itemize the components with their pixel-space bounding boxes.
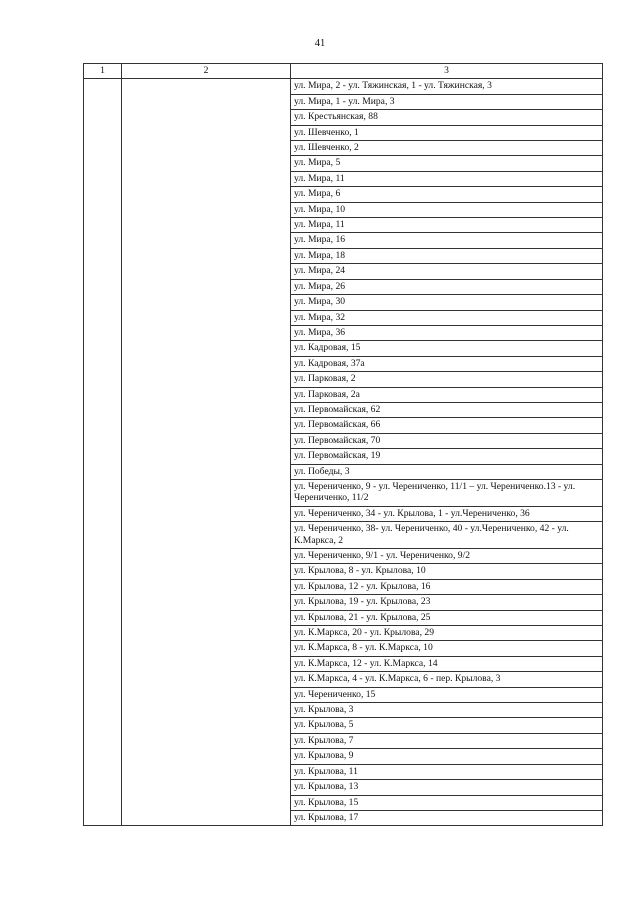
address-cell: ул. К.Маркса, 20 - ул. Крылова, 29: [291, 626, 603, 641]
address-cell: ул. К.Маркса, 12 - ул. К.Маркса, 14: [291, 656, 603, 671]
address-cell: ул. Мира, 11: [291, 218, 603, 233]
address-cell: ул. Крылова, 12 - ул. Крылова, 16: [291, 579, 603, 594]
address-cell: ул. Шевченко, 1: [291, 125, 603, 140]
address-cell: ул. Мира, 1 - ул. Мира, 3: [291, 94, 603, 109]
address-cell: ул. Крылова, 8 - ул. Крылова, 10: [291, 564, 603, 579]
address-cell: ул. Мира, 5: [291, 156, 603, 171]
address-cell: ул. Мира, 32: [291, 310, 603, 325]
column-header-3: 3: [291, 64, 603, 79]
address-cell: ул. Первомайская, 66: [291, 418, 603, 433]
address-cell: ул. Крылова, 7: [291, 733, 603, 748]
address-cell: ул. Крылова, 9: [291, 749, 603, 764]
column-header-2: 2: [122, 64, 291, 79]
address-cell: ул. Черениченко, 9/1 - ул. Черениченко, 9/2: [291, 549, 603, 564]
address-cell: ул. Мира, 16: [291, 233, 603, 248]
address-cell: ул. Парковая, 2: [291, 372, 603, 387]
address-cell: ул. Крылова, 21 - ул. Крылова, 25: [291, 610, 603, 625]
page-number: 41: [314, 38, 326, 49]
group-cell-col1: [84, 79, 122, 826]
address-cell: ул. Крылова, 19 - ул. Крылова, 23: [291, 595, 603, 610]
table-header-row: [84, 64, 603, 79]
address-cell: ул. Шевченко, 2: [291, 141, 603, 156]
address-table: [83, 63, 603, 826]
address-cell: ул. Первомайская, 19: [291, 449, 603, 464]
address-cell: ул. Мира, 6: [291, 187, 603, 202]
address-cell: ул. Крылова, 15: [291, 795, 603, 810]
address-cell: ул. Победы, 3: [291, 464, 603, 479]
address-cell: ул. Первомайская, 70: [291, 433, 603, 448]
address-cell: ул. Мира, 26: [291, 279, 603, 294]
address-cell: ул. Мира, 10: [291, 202, 603, 217]
address-cell: ул. Крестьянская, 88: [291, 110, 603, 125]
address-cell: ул. К.Маркса, 8 - ул. К.Маркса, 10: [291, 641, 603, 656]
address-cell: ул. Черениченко, 34 - ул. Крылова, 1 - ул.Черениченко, 36: [291, 506, 603, 521]
address-cell: ул. Мира, 11: [291, 171, 603, 186]
address-cell: ул. Крылова, 5: [291, 718, 603, 733]
address-cell: ул. Крылова, 11: [291, 764, 603, 779]
table-row: [84, 79, 603, 94]
address-cell: ул. Мира, 24: [291, 264, 603, 279]
address-cell: ул. Мира, 36: [291, 325, 603, 340]
address-cell: ул. Черениченко, 9 - ул. Черениченко, 11/1 – ул. Черениченко.13 - ул. Черениченко, 11/2: [291, 479, 603, 506]
address-cell: ул. Черениченко, 15: [291, 687, 603, 702]
address-cell: ул. Мира, 18: [291, 248, 603, 263]
address-cell: ул. Кадровая, 37а: [291, 356, 603, 371]
group-cell-col2: [122, 79, 291, 826]
address-cell: ул. Первомайская, 62: [291, 402, 603, 417]
address-cell: ул. Мира, 2 - ул. Тяжинская, 1 - ул. Тяжинская, 3: [291, 79, 603, 94]
address-cell: ул. Парковая, 2а: [291, 387, 603, 402]
address-cell: ул. Крылова, 3: [291, 703, 603, 718]
address-cell: ул. Черениченко, 38- ул. Черениченко, 40 - ул.Черениченко, 42 - ул. К.Маркса, 2: [291, 522, 603, 549]
address-cell: ул. Мира, 30: [291, 295, 603, 310]
address-cell: ул. Крылова, 17: [291, 810, 603, 825]
address-cell: ул. Крылова, 13: [291, 780, 603, 795]
address-cell: ул. Кадровая, 15: [291, 341, 603, 356]
column-header-1: 1: [84, 64, 122, 79]
address-cell: ул. К.Маркса, 4 - ул. К.Маркса, 6 - пер. Крылова, 3: [291, 672, 603, 687]
